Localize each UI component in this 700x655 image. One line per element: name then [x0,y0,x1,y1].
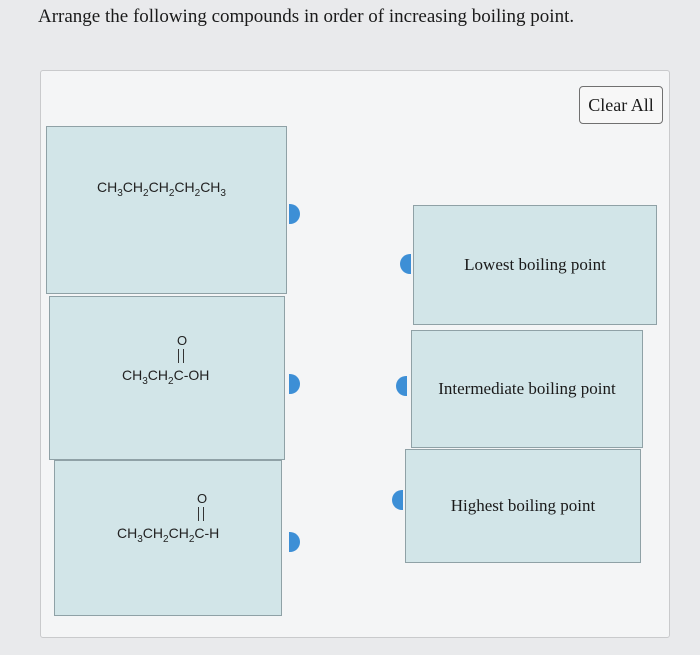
compound-formula: $CH_3CH_2CH_2C-H$ [117,525,220,545]
double-bond [178,349,184,363]
compound-card-butanal[interactable] [54,460,282,616]
compound-formula: $CH_3CH_2CH_2CH_2CH_3$ [97,179,226,199]
target-intermediate-boiling-point[interactable] [411,330,643,448]
target-label: Lowest boiling point [464,255,606,274]
target-highest-boiling-point[interactable] [405,449,641,563]
compound-card-pentane[interactable] [46,126,287,294]
target-lowest-boiling-point[interactable] [413,205,657,325]
clear-all-button[interactable]: Clear All [579,86,663,124]
double-bond [198,507,204,521]
carbonyl-oxygen: O [177,333,188,348]
target-label: Intermediate boiling point [438,379,616,398]
question-text: Arrange the following compounds in order of increasing boiling point. [38,6,575,27]
target-label: Highest boiling point [450,496,596,515]
compound-formula: $CH_3CH_2C-OH$ [122,367,210,387]
compound-card-propanoic-acid[interactable] [49,296,285,460]
carbonyl-oxygen: O [197,491,208,506]
